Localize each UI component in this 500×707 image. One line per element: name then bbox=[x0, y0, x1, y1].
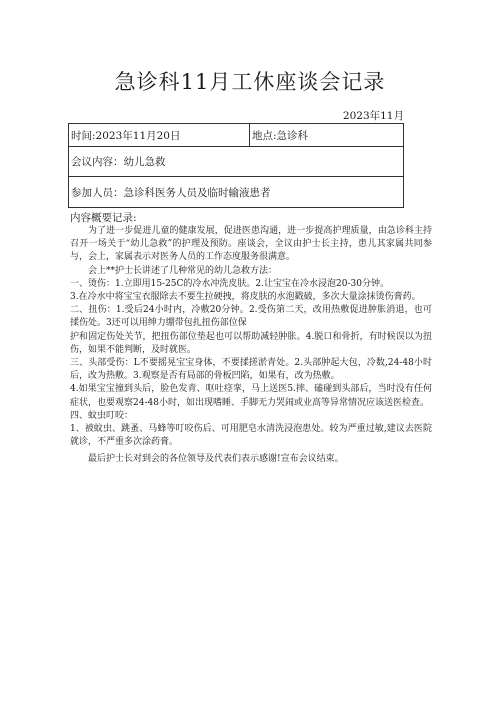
meeting-time: 时间:2023年11月20日 bbox=[69, 124, 250, 147]
summary-label: 内容概要记录: bbox=[70, 212, 137, 224]
head-injury-section-2: 4.如果宝宝撞到头后，脸色发青、呕吐痉挛，马上送医5.摔、磕碰到头部后，当时没有任何症状，也要观察24-48小时，如出现嗜睡、手脚无力哭闹或业高等异常情况应该送医检查。 bbox=[70, 384, 432, 408]
meeting-location: 地点:急诊科 bbox=[250, 124, 404, 147]
closing-paragraph: 最后护士长对到会的各位领导及代表们表示感谢!宣布会议结束。 bbox=[88, 454, 344, 465]
meeting-participants: 参加人员：急诊科医务人员及临时输液患者 bbox=[69, 177, 404, 208]
burn-section-2: 3.在冷水中将宝宝衣服除去不要生拉硬拽，将皮肤的水泡戳破，多次大量涂抹烫伤膏药。 bbox=[70, 292, 421, 303]
intro-paragraph: 为了进一步促进儿童的健康发展，促进医患沟通，进一步提高护理质量，由急诊科主持召开一场关于“幼儿急救”的护理及预防。座谈会，全议由护士长主持，患儿其家属共同参与，会上，家属表示对医务人员的工作态度服务很满意。 bbox=[70, 226, 432, 263]
insect-bite-section: 1、被蚊虫、跳蚤、马蜂等叮咬伤后、可用肥皂水清洗浸泡患处。较为严重过敏,建议去医院就诊，不严重多次涂药膏。 bbox=[70, 424, 432, 448]
info-row-participants bbox=[69, 177, 404, 208]
info-row-time-location bbox=[69, 124, 404, 147]
document-date: 2023年11月 bbox=[342, 110, 404, 122]
sprain-section-1: 二、扭伤：1.受后24小时内，冷敷20分钟。2.受伤第二天，改用热敷促进肿胀消退，也可揉伤处。3还可以用绅力绷带包扎扭伤部位保 bbox=[70, 305, 432, 329]
document-title: 急诊科11月工休座谈会记录 bbox=[114, 70, 386, 94]
burn-section-1: 一、烫伤：1.立即用15-25C的冷水冲洗皮肤。2.让宝宝在冷水浸泡20-30分钟。 bbox=[70, 278, 389, 289]
methods-intro: 会上**护士长讲述了几种常见的幼儿急救方法： bbox=[88, 265, 278, 276]
meeting-info-table bbox=[68, 123, 404, 208]
insect-bite-heading: 四、蚊虫叮咬： bbox=[70, 410, 134, 421]
sprain-section-2: 护和固定伤处关节，把扭伤部位垫起也可以帮助减轻肿胀。4.脱口和骨折，有时候误以为扭伤，如果不能判断，及时就医。 bbox=[70, 331, 432, 355]
head-injury-section-1: 三、头部受伤：L不要摇晃宝宝身体，不要揉搓淤青处。2.头部肿起大包，冷数,24-48小时后，改为热敷。3.观察是否有局部的骨板凹陷，如果有，改为热敷。 bbox=[70, 358, 432, 382]
meeting-topic: 会议内容：幼儿急救 bbox=[69, 147, 404, 177]
summary-content bbox=[70, 225, 432, 467]
info-row-topic bbox=[69, 147, 404, 177]
